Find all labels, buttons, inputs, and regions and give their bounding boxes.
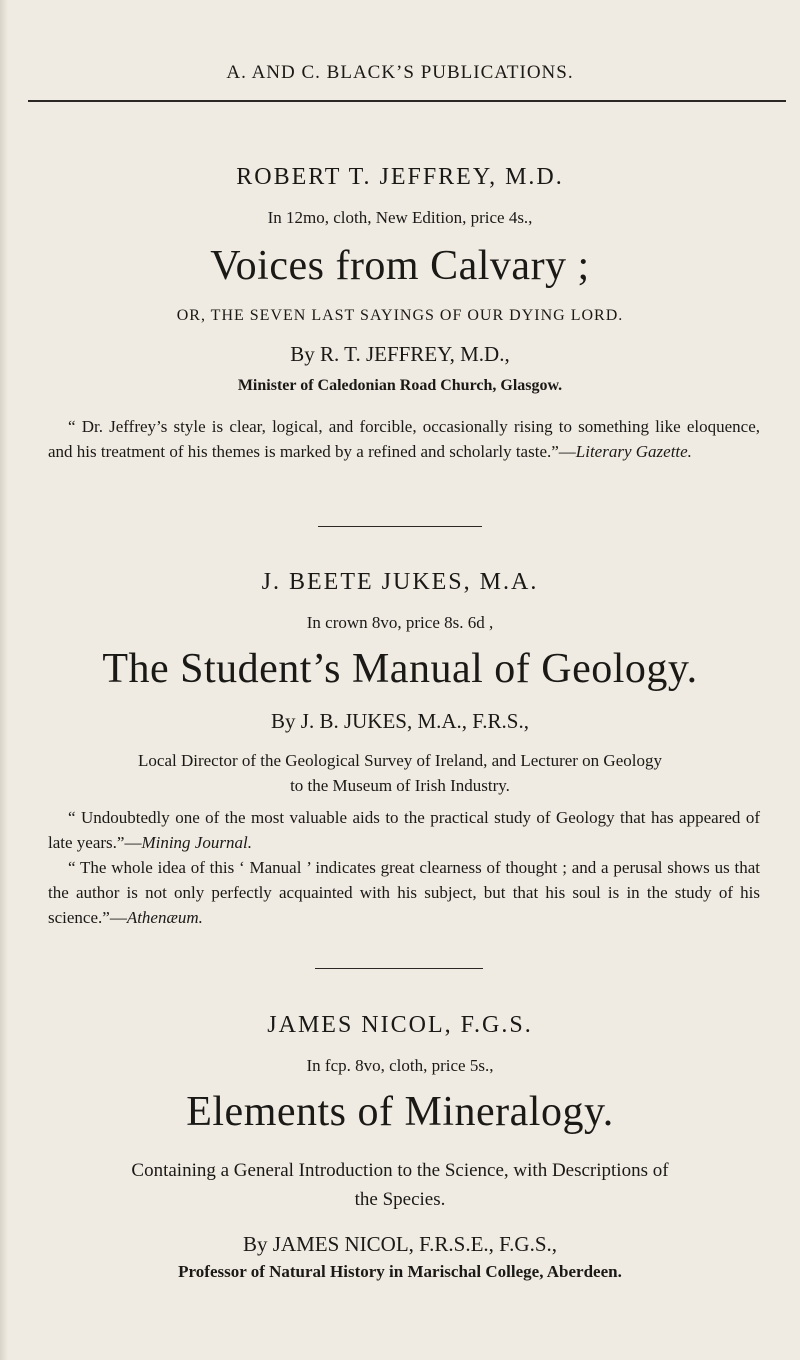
entry-1-position: Minister of Caledonian Road Church, Glasgow. [237, 377, 563, 394]
entry-3-edition: In fcp. 8vo, cloth, price 5s., [306, 1056, 494, 1075]
entry-2-review-1-source: Mining Journal. [141, 833, 252, 852]
entry-1-author-heading: ROBERT T. JEFFREY, M.D. [236, 164, 564, 190]
entry-2-edition: In crown 8vo, price 8s. 6d , [306, 613, 494, 632]
entry-2-review-1 [48, 805, 760, 855]
entry-2-review-1-text: “ Undoubtedly one of the most valuable aids to the practical study of Geology that has appeared of late years.”— [48, 808, 760, 852]
entry-2-review-2 [48, 855, 760, 930]
running-head: A. AND C. BLACK’S PUBLICATIONS. [226, 62, 574, 83]
section-divider-2 [315, 968, 483, 969]
entry-2-title: The Student’s Manual of Geology. [102, 646, 698, 692]
entry-3-description-line-2: the Species. [354, 1189, 446, 1210]
entry-2-author-heading: J. BEETE JUKES, M.A. [261, 569, 539, 595]
entry-1-byline: By R. T. JEFFREY, M.D., [290, 342, 510, 366]
entry-3-description-line-1: Containing a General Introduction to the Science, with Descriptions of [131, 1160, 669, 1181]
entry-1-subtitle: OR, THE SEVEN LAST SAYINGS OF OUR DYING LORD. [176, 307, 624, 324]
entry-2-position [0, 748, 800, 798]
entry-2-position-line-2: to the Museum of Irish Industry. [290, 776, 510, 795]
entry-2-review-2-source: Athenæum. [126, 908, 203, 927]
entry-1-review-text: “ Dr. Jeffrey’s style is clear, logical, and forcible, occasionally rising to something like eloquence, and his treatment of his themes is marked by a refined and scholarly taste.”— [48, 417, 760, 461]
entry-1-edition: In 12mo, cloth, New Edition, price 4s., [267, 208, 533, 227]
entry-1-title: Voices from Calvary ; [210, 243, 590, 289]
header-rule [28, 100, 786, 102]
entry-1-review [48, 414, 760, 464]
entry-2-byline: By J. B. JUKES, M.A., F.R.S., [271, 709, 529, 733]
entry-3-position: Professor of Natural History in Marischal College, Aberdeen. [178, 1262, 622, 1281]
entry-2-position-line-1: Local Director of the Geological Survey of Ireland, and Lecturer on Geology [138, 751, 662, 770]
entry-1-review-source: Literary Gazette. [575, 442, 692, 461]
entry-3-author-heading: JAMES NICOL, F.G.S. [267, 1012, 533, 1038]
entry-3-byline: By JAMES NICOL, F.R.S.E., F.G.S., [242, 1232, 558, 1256]
section-divider-1 [318, 526, 482, 527]
entry-3-description [0, 1156, 800, 1214]
entry-3-title: Elements of Mineralogy. [186, 1089, 614, 1135]
entry-2-review-2-text: “ The whole idea of this ‘ Manual ’ indicates great clearness of thought ; and a perusal shows us that the author is not only perfectly acquainted with his subject, but that his soul is in the study of his science.”— [48, 858, 760, 927]
